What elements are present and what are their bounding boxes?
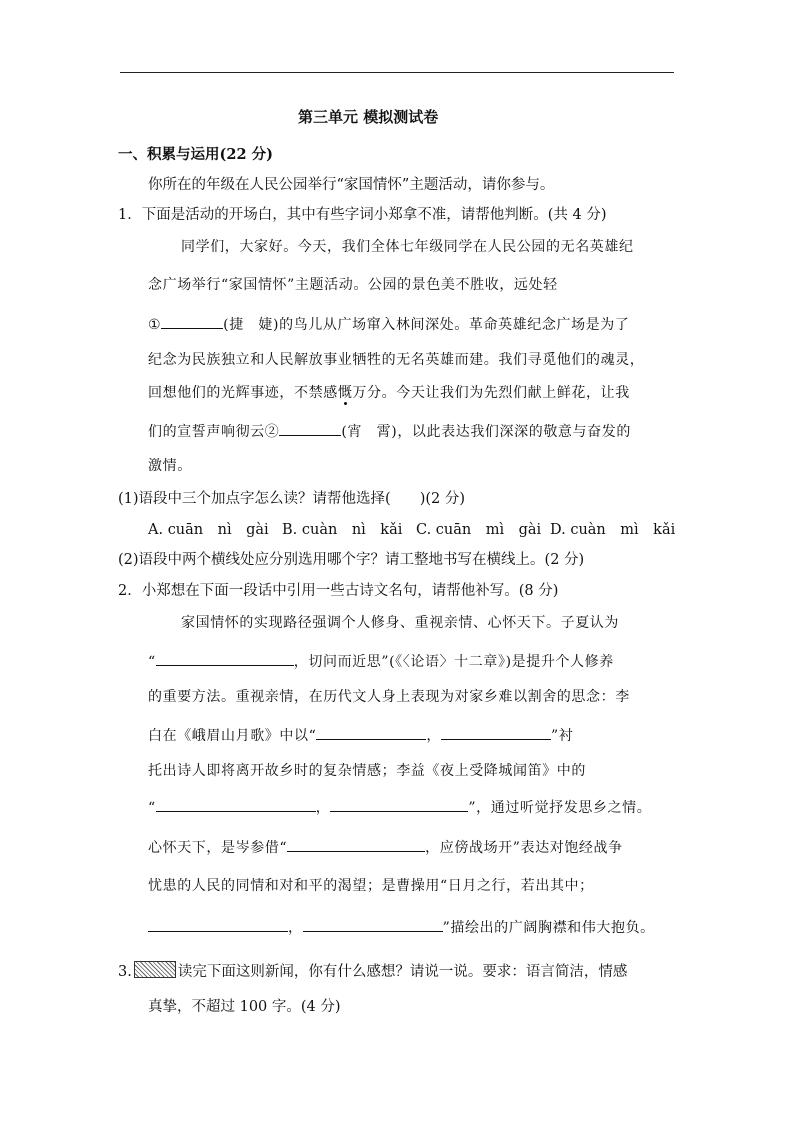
q3-line: 真挚，不超过 100 字。(4 分) [148, 999, 341, 1015]
answer-blank-6[interactable] [156, 797, 316, 812]
q2-passage-text: 心怀天下，是岑参借“ [148, 840, 288, 856]
answer-blank-10[interactable] [303, 917, 443, 932]
q2-passage-text: ，切问而近思”(《〈论语〉十二章》)是提升个人修养 [293, 654, 614, 670]
q1-option-c[interactable]: C. cuān mì gài [416, 522, 542, 538]
q1-passage-line: 念广场举行“家国情怀”主题活动。公园的景色美不胜收，远处轻 [148, 277, 558, 293]
q3-text: 读完下面这则新闻，你有什么感想？请说一说。要求：语言简洁，情感 [177, 964, 628, 980]
header-rule [120, 72, 674, 73]
q1-stem: 1．下面是活动的开场白，其中有些字词小郑拿不准，请帮他判断。(共 4 分) [118, 207, 607, 223]
q2-passage-line: 忧患的人民的同情和对和平的渴望；是曹操用“日月之行，若出其中； [148, 878, 594, 894]
q2-passage-text: ， [426, 728, 441, 744]
answer-blank-7[interactable] [330, 797, 468, 812]
q2-passage-text: ”描绘出的广阔胸襟和伟大抱负。 [442, 920, 655, 936]
q1-sub1: (1)语段中三个加点字怎么读？请帮他选择( )(2 分) [118, 491, 465, 507]
answer-blank-3[interactable] [156, 651, 294, 666]
answer-blank-4[interactable] [316, 725, 426, 740]
q1-passage-line [148, 314, 629, 334]
q2-passage-text: ，应傍战场开”表达对饱经战争 [425, 840, 623, 856]
q2-passage-line: 家国情怀的实现路径强调个人修身、重视亲情、心怀天下。子夏认为 [181, 615, 619, 631]
q2-passage-line [148, 651, 614, 671]
answer-blank-5[interactable] [441, 725, 551, 740]
q1-option-a[interactable]: A. cuān nì gài [148, 522, 269, 538]
q2-passage-line [148, 797, 651, 817]
q1-passage-text: 万分。今天让我们为先烈们献上鲜花，让我 [352, 385, 630, 401]
q1-option-d[interactable]: D. cuàn mì kǎi [550, 522, 676, 538]
q1-passage-text: (捷 婕)的鸟儿从广场窜入林间深处。革命英雄纪念广场是为了 [223, 317, 630, 333]
q3-number: 3. [118, 964, 132, 980]
q1-passage-text: (宵 霄)，以此表达我们深深的敬意与奋发的 [341, 424, 631, 440]
q2-stem: 2．小郑想在下面一段话中引用一些古诗文名句，请帮他补写。(8 分) [118, 583, 559, 599]
q1-passage-line: 同学们，大家好。今天，我们全体七年级同学在人民公园的无名英雄纪 [181, 239, 634, 255]
q2-passage-text: 白在《峨眉山月歌》中以“ [148, 728, 317, 744]
q2-passage-text: ”，通过听觉抒发思乡之情。 [468, 800, 652, 816]
q3-line [118, 961, 627, 981]
q2-passage-text: “ [148, 800, 156, 816]
q2-passage-text: ”衬 [550, 728, 574, 744]
section-heading: 一、积累与运用(22 分) [118, 146, 273, 163]
q1-option-b[interactable]: B. cuàn nì kǎi [282, 522, 403, 538]
q2-passage-line [148, 725, 573, 745]
q2-passage-line [148, 917, 655, 937]
dotted-char: 慨 [337, 385, 353, 401]
q1-sub2: (2)语段中两个横线处应分别选用哪个字？请工整地书写在横线上。(2 分) [118, 552, 585, 568]
answer-blank-1[interactable] [161, 314, 223, 329]
q2-passage-line [148, 837, 623, 857]
q1-passage-line [148, 384, 630, 402]
q1-passage-line: 纪念为民族独立和人民解放事业牺牲的无名英雄而建。我们寻觅他们的魂灵， [148, 352, 645, 368]
q1-passage-text: 们的宣誓声响彻云② [148, 424, 280, 440]
question-badge-icon [134, 961, 176, 978]
q2-passage-text: ， [288, 920, 303, 936]
blank-marker-1: ① [148, 317, 162, 333]
q2-passage-text: ， [315, 800, 331, 816]
page-title: 第三单元 模拟测试卷 [298, 108, 439, 126]
answer-blank-2[interactable] [279, 421, 341, 436]
intro-text: 你所在的年级在人民公园举行“家国情怀”主题活动，请你参与。 [148, 177, 555, 193]
q2-passage-text: “ [148, 654, 156, 670]
q1-passage-line: 激情。 [148, 458, 192, 474]
answer-blank-8[interactable] [287, 837, 425, 852]
q2-passage-line: 托出诗人即将离开故乡时的复杂情感；李益《夜上受降城闻笛》中的 [148, 763, 586, 779]
q1-passage-text: 回想他们的光辉事迹，不禁感 [148, 385, 338, 401]
q1-passage-line [148, 421, 631, 441]
answer-blank-9[interactable] [148, 917, 288, 932]
q2-passage-line: 的重要方法。重视亲情，在历代文人身上表现为对家乡难以割舍的思念：李 [148, 689, 630, 705]
